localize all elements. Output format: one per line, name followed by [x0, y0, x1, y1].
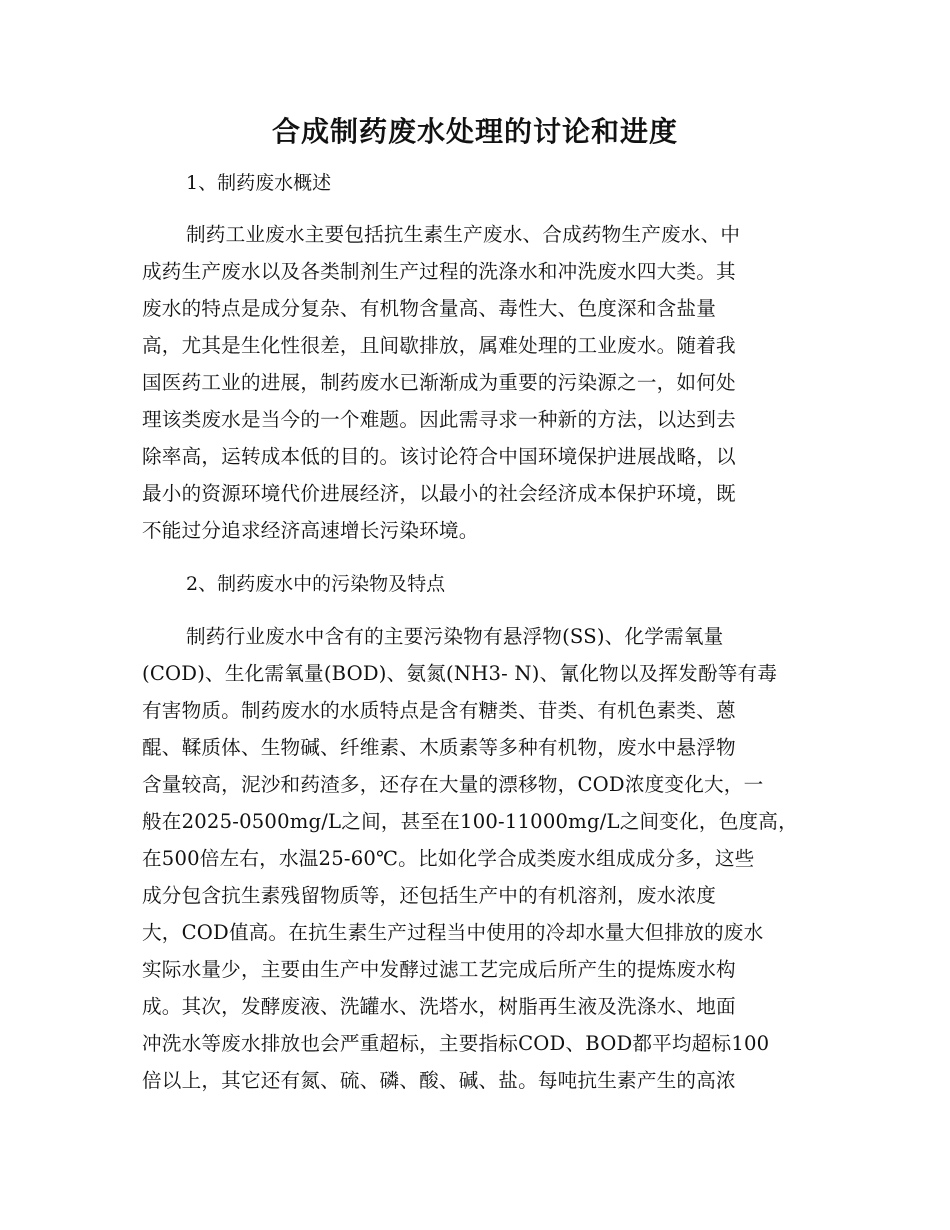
paragraph-line: 废水的特点是成分复杂、有机物含量高、毒性大、色度深和含盐量	[142, 297, 717, 320]
paragraph-line: 制药行业废水中含有的主要污染物有悬浮物(SS)、化学需氧量	[186, 625, 724, 648]
paragraph-line: 不能过分追求经济高速增长污染环境。	[142, 519, 479, 542]
paragraph-line: 实际水量少，主要由生产中发酵过滤工艺完成后所产生的提炼废水构	[142, 958, 736, 981]
paragraph-line: 般在2025-0500mg/L之间，甚至在100-11000mg/L之间变化，色度高，	[142, 810, 798, 833]
paragraph-line: 制药工业废水主要包括抗生素生产废水、合成药物生产废水、中	[186, 223, 741, 246]
paragraph-line: 冲洗水等废水排放也会严重超标，主要指标COD、BOD都平均超标100	[142, 1032, 770, 1055]
paragraph-line: 在500倍左右，水温25-60℃。比如化学合成类废水组成成分多，这些	[142, 847, 755, 870]
paragraph-line: 醌、鞣质体、生物碱、纤维素、木质素等多种有机物，废水中悬浮物	[142, 736, 736, 759]
paragraph-line: 国医药工业的进展，制药废水已渐渐成为重要的污染源之一，如何处	[142, 371, 736, 394]
paragraph-line: 除率高，运转成本低的目的。该讨论符合中国环境保护进展战略，以	[142, 445, 736, 468]
paragraph-line: 有害物质。制药废水的水质特点是含有糖类、苷类、有机色素类、蒽	[142, 699, 736, 722]
document-title: 合成制药废水处理的讨论和进度	[271, 115, 678, 148]
paragraph-line: 成药生产废水以及各类制剂生产过程的洗涤水和冲洗废水四大类。其	[142, 260, 736, 283]
paragraph-line: 最小的资源环境代价进展经济，以最小的社会经济成本保护环境，既	[142, 482, 736, 505]
section-heading-1: 1、制药废水概述	[186, 172, 332, 194]
paragraph-line: 成。其次，发酵废液、洗罐水、洗塔水，树脂再生液及洗涤水、地面	[142, 995, 736, 1018]
paragraph-line: 倍以上，其它还有氮、硫、磷、酸、碱、盐。每吨抗生素产生的高浓	[142, 1069, 736, 1092]
paragraph-line: 含量较高，泥沙和药渣多，还存在大量的漂移物，COD浓度变化大，一	[142, 773, 764, 796]
section-1-paragraph	[142, 216, 808, 549]
paragraph-line: 理该类废水是当今的一个难题。因此需寻求一种新的方法，以达到去	[142, 408, 736, 431]
paragraph-line: 高，尤其是生化性很差，且间歇排放，属难处理的工业废水。随着我	[142, 334, 736, 357]
paragraph-line: (COD)、生化需氧量(BOD)、氨氮(NH3- N)、氰化物以及挥发酚等有毒	[142, 662, 778, 685]
section-heading-2: 2、制药废水中的污染物及特点	[186, 573, 446, 595]
section-2-paragraph	[142, 618, 808, 1099]
paragraph-line: 成分包含抗生素残留物质等，还包括生产中的有机溶剂，废水浓度	[142, 884, 717, 907]
paragraph-line: 大，COD值高。在抗生素生产过程当中使用的冷却水量大但排放的废水	[142, 921, 764, 944]
